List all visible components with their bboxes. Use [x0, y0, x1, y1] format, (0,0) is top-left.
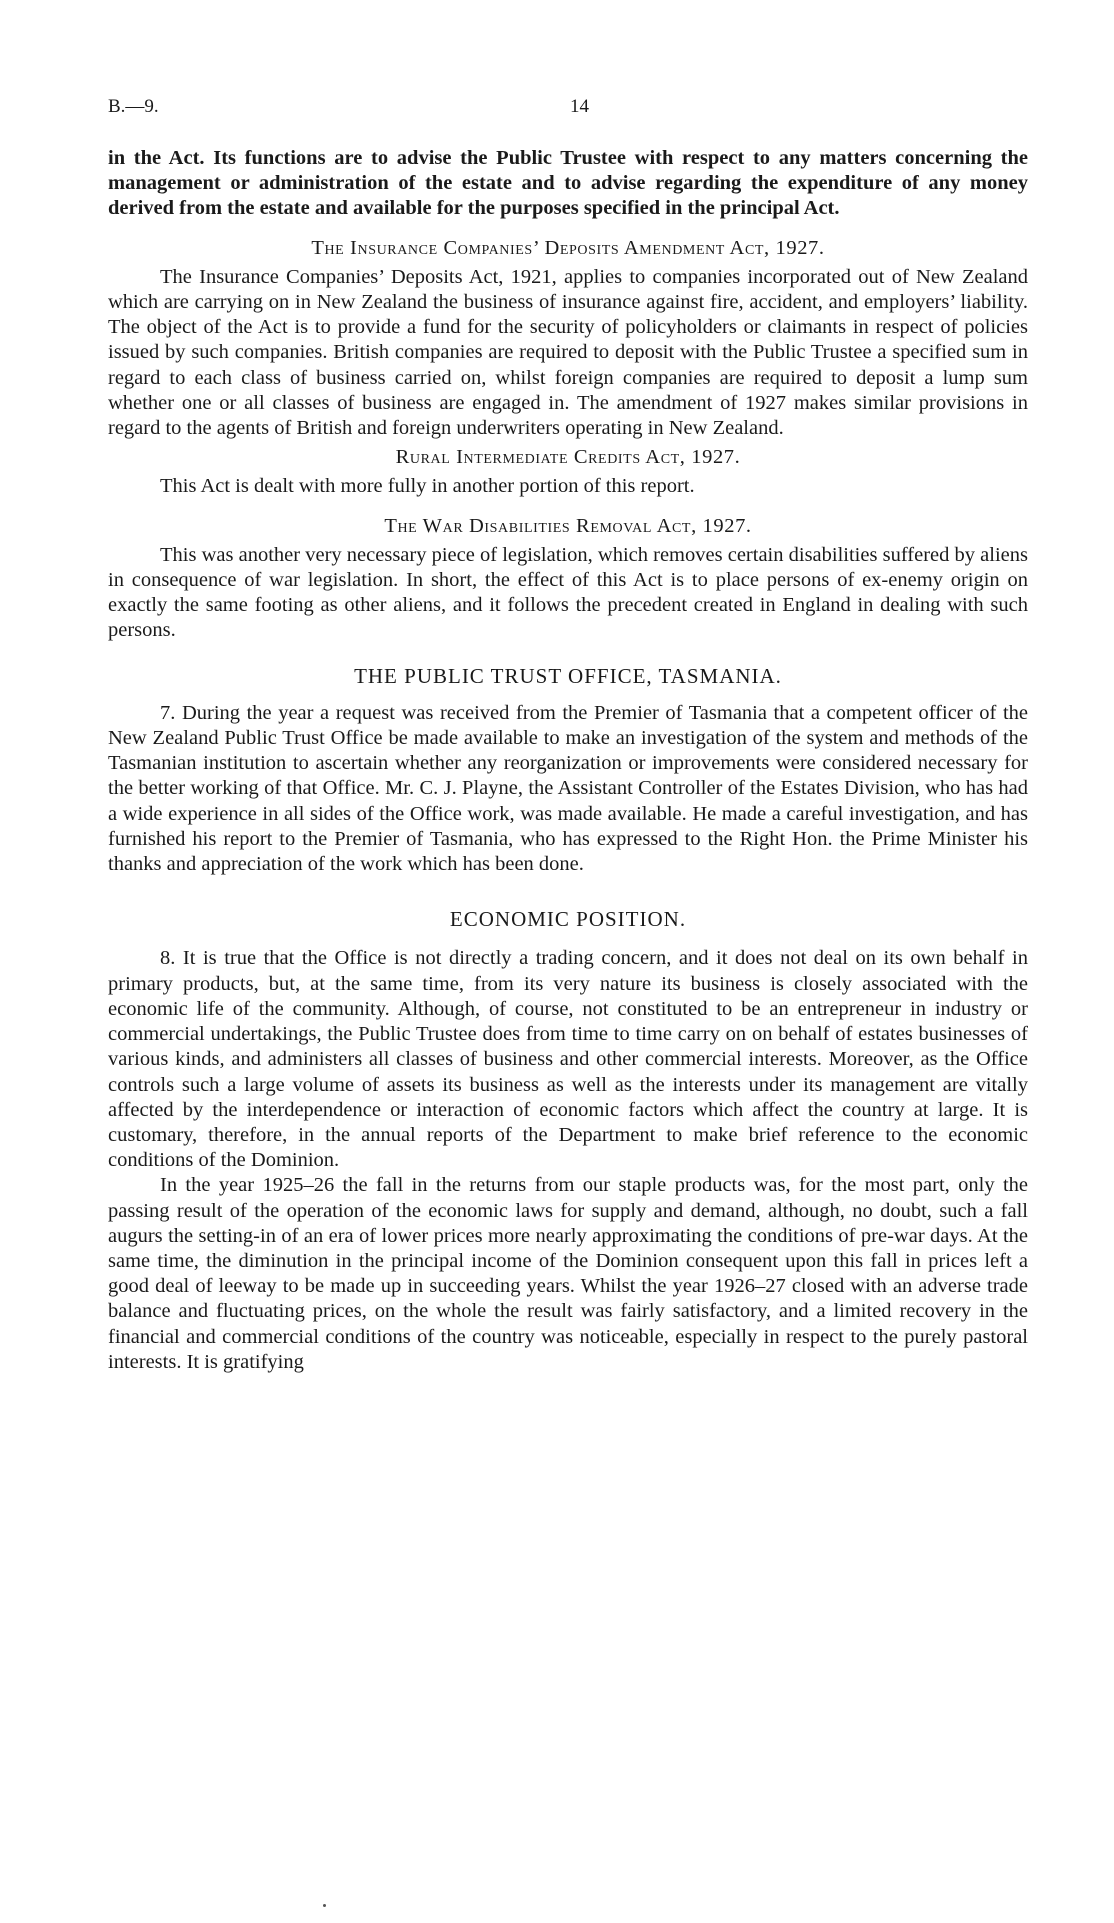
war-disabilities-act-paragraph: This was another very necessary piece of legislation, which removes certain disabilities suffered by aliens in consequence of war legislation. In short, the effect of this Act is to place persons of ex-enemy origin on exactly the same footing as other aliens, and it follows the precedent created in England in dealing with such persons. [108, 543, 1028, 642]
rural-credits-act-heading: Rural Intermediate Credits Act, 1927. [395, 446, 741, 469]
rural-credits-act-paragraph: This Act is dealt with more fully in another portion of this report. [160, 475, 695, 498]
page-number: 14 [570, 96, 589, 117]
tasmania-paragraph: 7. During the year a request was received from the Premier of Tasmania that a competent officer of the New Zealand Public Trust Office be made available to make an investigation of the system and methods of the Tasmanian institution to ascertain whether any reorganization or improvements were considered necessary for the better working of that Office. Mr. C. J. Playne, the Assistant Controller of the Estates Division, who has had a wide experience in all sides of the Office work, was made available. He made a careful investigation, and has furnished his report to the Premier of Tasmania, who has expressed to the Right Hon. the Prime Minister his thanks and appreciation of the work which has been done. [108, 701, 1028, 876]
running-header [108, 96, 1028, 122]
economic-paragraph-1: 8. It is true that the Office is not directly a trading concern, and it does not deal on its own behalf in primary products, but, at the same time, from its very nature its business is closely associated with the economic life of the community. Although, of course, not constituted to be an entrepreneur in industry or commercial undertakings, the Public Trustee does from time to time carry on on behalf of estates businesses of various kinds, and administers all classes of business and other commercial interests. Moreover, as the Office controls such a large volume of assets its business as well as the interests under its management are vitally affected by the interdependence or interaction of economic factors which affect the country at large. It is customary, therefore, in the annual reports of the Department to make brief reference to the economic conditions of the Dominion. [108, 947, 1028, 1172]
insurance-act-paragraph: The Insurance Companies’ Deposits Act, 1921, applies to companies incorporated out of New Zealand which are carrying on in New Zealand the business of insurance against fire, accident, and employers’ liability. The object of the Act is to provide a fund for the security of policyholders or claimants in respect of policies issued by such companies. British companies are required to deposit with the Public Trustee a specified sum in regard to each class of business carried on, whilst foreign companies are required to deposit a lump sum whether one or all classes of business are engaged in. The amendment of 1927 makes similar provisions in regard to the agents of British and foreign underwriters operating in New Zealand. [108, 265, 1028, 440]
tasmania-section-heading: THE PUBLIC TRUST OFFICE, TASMANIA. [354, 663, 782, 688]
intro-paragraph: in the Act. Its functions are to advise the Public Trustee with respect to any matters concerning the management or administration of the estate and to advise regarding the expenditure of any money derived from the estate and available for the purposes specified in the principal Act. [108, 147, 1028, 220]
war-disabilities-act-heading: The War Disabilities Removal Act, 1927. [384, 514, 752, 537]
economic-paragraph-2: In the year 1925–26 the fall in the returns from our staple products was, for the most part, only the passing result of the operation of the economic laws for supply and demand, although, no doubt, such a fall augurs the setting-in of an era of lower prices more nearly approximating the conditions of pre-war days. At the same time, the diminution in the principal income of the Dominion consequent upon this fall in prices left a good deal of leeway to be made up in succeeding years. Whilst the year 1926–27 closed with an adverse trade balance and fluctuating prices, on the whole the result was fairly satisfactory, and a limited recovery in the financial and commercial conditions of the country was noticeable, especially in respect to the purely pastoral interests. It is gratifying [108, 1174, 1028, 1373]
insurance-act-heading: The Insurance Companies’ Deposits Amendment Act, 1927. [311, 236, 825, 259]
print-speck [323, 1904, 326, 1907]
series-number: B.—9. [108, 96, 159, 117]
body-text [108, 146, 1028, 1375]
economic-section-heading: ECONOMIC POSITION. [449, 907, 687, 932]
